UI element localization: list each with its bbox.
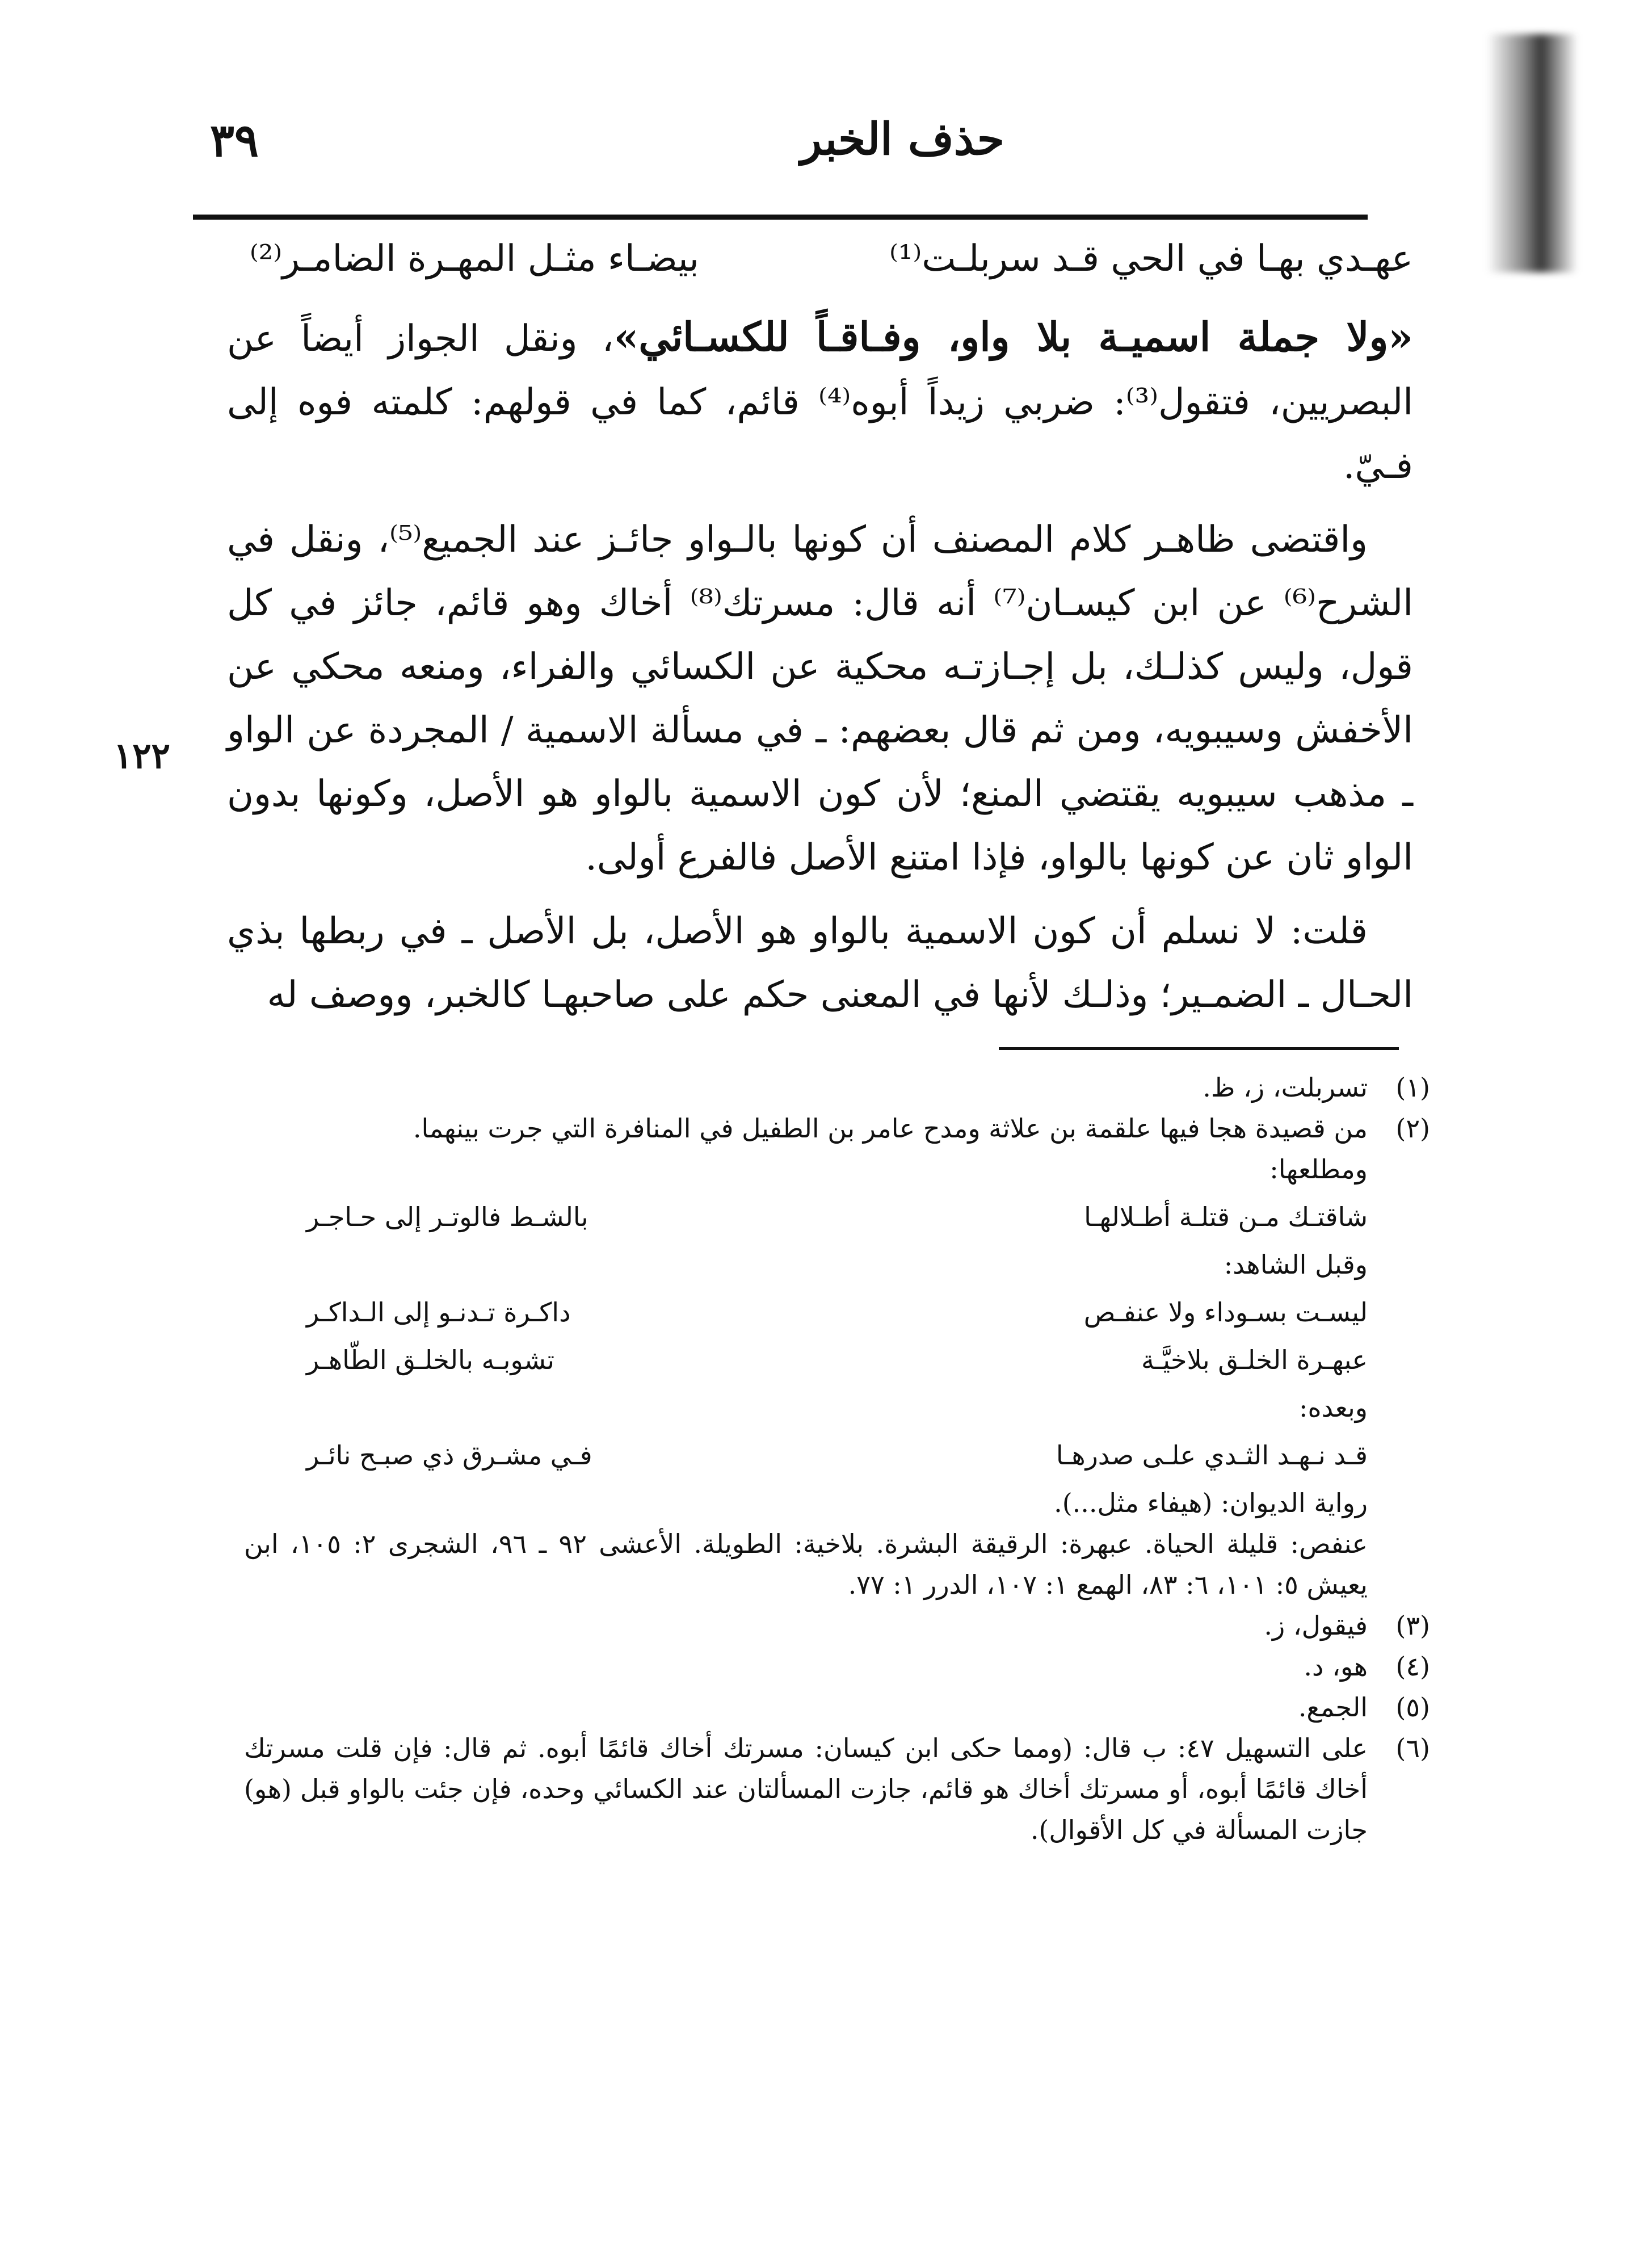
footnote-verse bbox=[306, 1196, 1430, 1237]
page-header bbox=[193, 108, 1368, 193]
footnote-6 bbox=[244, 1728, 1430, 1850]
scan-shadow bbox=[1487, 34, 1578, 272]
verse-hemistich-left: بالشـط فالوتـر إلى حـاجـر bbox=[306, 1202, 588, 1232]
footnote-rule bbox=[999, 1047, 1399, 1050]
paragraph-1 bbox=[227, 305, 1413, 498]
footnote-text: من قصيدة هجا فيها علقمة بن علاثة ومدح عامر بن الطفيل في المنافرة التي جرت بينهما. bbox=[413, 1113, 1368, 1144]
footnote-text: على التسهيل ٤٧: ب قال: (ومما حكى ابن كيسان: مسرتك أخاك قائمًا أبوه. ثم قال: فإن قلت مسرتك أخاك قائمًا أبوه، أو مسرتك أخاك هو قائم، جازت المسألتان عند الكسائي وحده، فإن جئت بالواو قبل (هو) جازت المسألة في كل الأقوال). bbox=[244, 1733, 1368, 1845]
page-number: ٣٩ bbox=[210, 114, 259, 167]
verse-hemistich-left: بيضـاء مثـل المهـرة الضامـر⁽²⁾ bbox=[250, 238, 699, 280]
footnote-5 bbox=[244, 1687, 1430, 1728]
footnote-1 bbox=[244, 1067, 1430, 1108]
margin-page-reference: ١٢٢ bbox=[113, 735, 170, 776]
footnote-text: الجمع. bbox=[1298, 1692, 1368, 1723]
footnote-text: رواية الديوان: (هيفاء مثل...). bbox=[1054, 1488, 1368, 1518]
verse-hemistich-left: داكـرة تـدنـو إلى الـداكـر bbox=[306, 1297, 571, 1328]
footnote-number: (٣) bbox=[1395, 1610, 1430, 1641]
verse-line bbox=[250, 227, 1413, 291]
footnote-4 bbox=[244, 1646, 1430, 1687]
footnote-2 bbox=[244, 1108, 1430, 1149]
footnote-3 bbox=[244, 1605, 1430, 1646]
footnote-verse bbox=[306, 1435, 1430, 1476]
verse-hemistich-right: عهـدي بهـا في الحي قـد سربلـت⁽¹⁾ bbox=[889, 238, 1413, 280]
header-rule bbox=[193, 215, 1368, 220]
verse-hemistich-right: عبهـرة الخلـق بلاخيَّـة bbox=[1141, 1345, 1368, 1375]
quoted-matn: «ولا جملة اسميـة بلا واو، وفـاقـاً للكسـائي» bbox=[613, 313, 1414, 360]
footnote-verse bbox=[306, 1292, 1430, 1333]
verse-hemistich-right: قـد نـهـد الثـدي علـى صدرهـا bbox=[1056, 1440, 1368, 1471]
footnotes bbox=[244, 1067, 1430, 1850]
paragraph-1-rest: ، ونقل الجواز أيضاً عن البصريين، فتقول⁽³⁾: ضربي زيداً أبوه⁽⁴⁾ قائم، كما في قولهم: كلمته فوه إلى فـيّ. bbox=[227, 318, 1413, 487]
main-text bbox=[227, 227, 1413, 1027]
footnote-number: (١) bbox=[1395, 1072, 1430, 1103]
footnote-number: (٦) bbox=[1395, 1733, 1430, 1763]
footnote-text: عنفص: قليلة الحياة. عبهرة: الرقيقة البشرة. بلاخية: الطويلة. الأعشى ٩٢ ـ ٩٦، الشجرى ٢: ١٠٥، ابن يعيش ٥: ١٠١، ٦: ٨٣، الهمع ١: ١٠٧، الدرر ١: ٧٧. bbox=[244, 1528, 1368, 1600]
footnote-text: هو، د. bbox=[1304, 1651, 1368, 1682]
footnote-number: (٥) bbox=[1395, 1692, 1430, 1723]
footnote-label: وقبل الشاهد: bbox=[1224, 1249, 1368, 1280]
footnote-verse bbox=[306, 1339, 1430, 1380]
footnote-text: فيقول، ز. bbox=[1264, 1610, 1368, 1641]
footnote-number: (٤) bbox=[1395, 1651, 1430, 1682]
verse-hemistich-left: تشوبـه بالخلـق الطّاهـر bbox=[306, 1345, 555, 1375]
running-title: حذف الخبر bbox=[800, 114, 1004, 165]
footnote-number: (٢) bbox=[1395, 1113, 1430, 1144]
footnote-label: ومطلعها: bbox=[1269, 1154, 1368, 1185]
footnote-text: تسربلت، ز، ظ. bbox=[1203, 1072, 1368, 1103]
paragraph-2: واقتضى ظاهـر كلام المصنف أن كونها بالـواو جائـز عند الجميع⁽⁵⁾، ونقل في الشرح⁽⁶⁾ عن ابن كيسـان⁽⁷⁾ أنه قال: مسرتك⁽⁸⁾ أخاك وهو قائم، جائز في كل قول، وليس كذلـك، بل إجـازتـه محكية عن الكسائي والفراء، ومنعه محكي عن الأخفش وسيبويه، ومن ثم قال بعضهم: ـ في مسألة الاسمية / المجردة عن الواو ـ مذهب سيبويه يقتضي المنع؛ لأن كون الاسمية بالواو هو الأصل، وكونها بدون الواو ثان عن كونها بالواو، فإذا امتنع الأصل فالفرع أولى. bbox=[227, 519, 1414, 879]
verse-hemistich-left: فـي مشـرق ذي صبـح نائـر bbox=[306, 1440, 592, 1471]
paragraph-3: قلت: لا نسلم أن كون الاسمية بالواو هو الأصل، بل الأصل ـ في ربطها بذي الحـال ـ الضمـير؛ وذلـك لأنها في المعنى حكم على صاحبهـا كالخبر، ووصف له bbox=[227, 910, 1413, 1016]
footnote-label: وبعده: bbox=[1299, 1392, 1368, 1423]
verse-hemistich-right: ليسـت بسـوداء ولا عنفـص bbox=[1083, 1297, 1368, 1328]
verse-hemistich-right: شاقتـك مـن قتلـة أطـلالهـا bbox=[1084, 1202, 1368, 1232]
